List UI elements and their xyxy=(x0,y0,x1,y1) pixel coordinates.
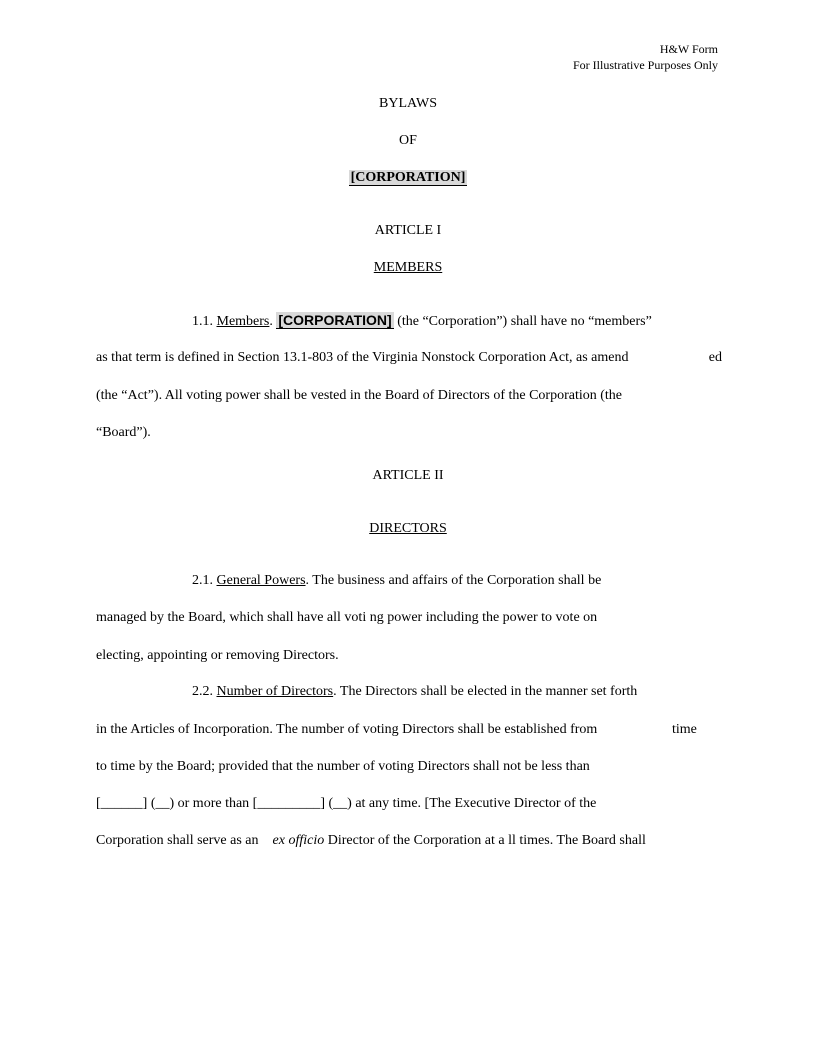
section-2-2-line-1 xyxy=(192,684,637,700)
section-title: Number of Directors xyxy=(216,684,334,699)
article-1-subheading xyxy=(0,260,816,276)
section-text: . The Directors shall be elected in the manner set forth xyxy=(333,684,638,699)
section-text: ed xyxy=(708,350,722,365)
ex-officio-text: ex officio xyxy=(272,833,325,848)
section-1-1-line-2 xyxy=(96,350,722,366)
article-2-heading: ARTICLE II xyxy=(372,468,444,483)
section-2-2-line-2-end: time xyxy=(672,722,697,737)
section-text: Director of the Corporation at a ll times. The Board shall xyxy=(327,833,646,848)
section-2-1-line-2: managed by the Board, which shall have all voti ng power including the power to vote on xyxy=(96,610,598,625)
section-number: 2.2. xyxy=(192,684,213,699)
section-1-1-line-3: (the “Act”). All voting power shall be vested in the Board of Directors of the Corporation (the xyxy=(96,388,623,403)
header-disclaimer: For Illustrative Purposes Only xyxy=(573,58,718,72)
section-1-1-line-1: 1.1. Members. [CORPORATION] (the “Corporation”) shall have no “members” xyxy=(192,312,652,329)
section-number: 2.1. xyxy=(192,573,213,588)
section-2-2-line-2 xyxy=(96,722,597,738)
header-form-label: H&W Form xyxy=(659,42,718,56)
section-text: Corporation shall serve as an xyxy=(96,833,259,848)
section-text: as that term is defined in Section 13.1-803 of the Virginia Nonstock Corporation Act, as amend xyxy=(96,350,629,365)
corporation-placeholder: [CORPORATION] xyxy=(350,170,466,185)
article-1-heading: ARTICLE I xyxy=(374,223,442,238)
section-text: in the Articles of Incorporation. The number of voting Directors shall be established from xyxy=(96,722,598,737)
title-of: OF xyxy=(399,133,417,148)
corporation-placeholder: [CORPORATION] xyxy=(278,312,392,328)
section-1-1-line-4: “Board”). xyxy=(96,425,151,440)
section-2-2-line-3: to time by the Board; provided that the number of voting Directors shall not be less than xyxy=(96,759,590,774)
members-heading: MEMBERS xyxy=(373,260,443,275)
section-2-1-line-1 xyxy=(192,573,601,589)
title-bylaws: BYLAWS xyxy=(379,96,437,111)
section-2-2-line-5 xyxy=(96,833,646,849)
section-number: 1.1. xyxy=(192,314,213,329)
directors-heading: DIRECTORS xyxy=(369,521,447,536)
section-2-2-line-4: [______] (__) or more than [_________] (__) at any time. [The Executive Director of the xyxy=(96,796,597,811)
section-text: (the “Corporation”) shall have no “members” xyxy=(397,314,652,329)
section-title: General Powers xyxy=(216,573,306,588)
title-corporation xyxy=(0,170,816,186)
section-text: . The business and affairs of the Corporation shall be xyxy=(305,573,602,588)
article-2-subheading xyxy=(0,521,816,537)
section-2-1-line-3: electing, appointing or removing Directors. xyxy=(96,648,339,663)
section-title: Members xyxy=(216,314,270,329)
